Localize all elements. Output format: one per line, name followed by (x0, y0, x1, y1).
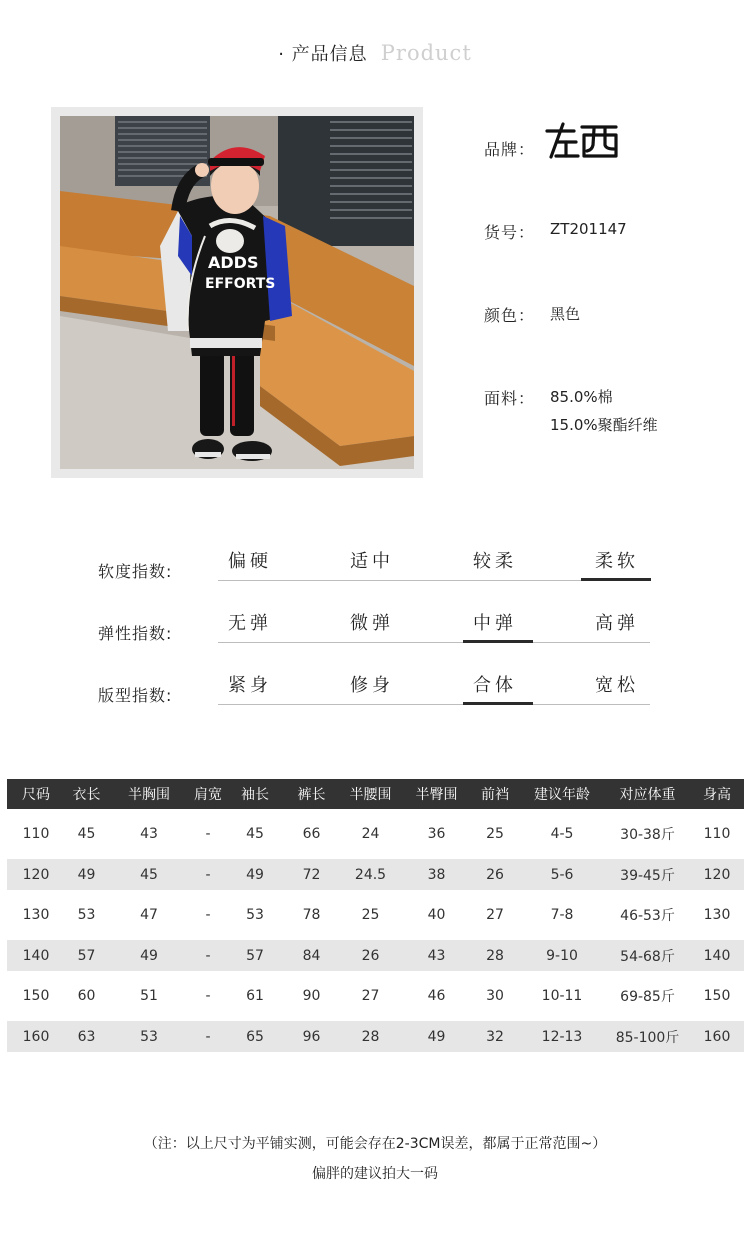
item-no-label: 货号： (484, 223, 536, 242)
softness-index (98, 547, 658, 587)
table-cell: 60 (77, 988, 96, 1004)
fabric-label: 面料： (484, 389, 536, 408)
table-cell: 53 (77, 907, 96, 923)
table-cell: 49 (108, 940, 190, 971)
scale-selected-bar (463, 702, 533, 705)
brand-logo (544, 121, 620, 165)
color-label: 颜色： (484, 306, 536, 325)
table-cell: 51 (140, 988, 158, 1004)
table-cell: 85-100斤 (605, 1021, 690, 1052)
item-no-value: ZT201147 (550, 220, 627, 238)
column-header: 半臀围 (402, 779, 471, 809)
table-cell: - (190, 859, 226, 890)
scale-option: 修身 (350, 675, 394, 696)
scale-option-selected: 合体 (473, 675, 517, 696)
section-title (0, 40, 750, 66)
table-cell: 130 (703, 907, 731, 923)
table-cell: 7-8 (550, 907, 574, 923)
fit-index-label: 版型指数: (98, 686, 173, 705)
scale-line (218, 642, 650, 643)
fabric-row (484, 386, 658, 434)
table-cell: 10-11 (541, 988, 583, 1004)
table-cell: 140 (7, 940, 65, 971)
size-table-header (7, 779, 744, 809)
table-cell: 5-6 (519, 859, 605, 890)
fit-index (98, 671, 658, 711)
table-cell: 45 (77, 826, 96, 842)
scale-option: 宽松 (595, 675, 639, 696)
scale-option: 高弹 (595, 613, 639, 634)
table-cell: 140 (690, 940, 744, 971)
column-header: 裤长 (284, 779, 339, 809)
table-cell: 46 (427, 988, 446, 1004)
table-cell: 110 (22, 826, 50, 842)
elasticity-index-label: 弹性指数: (98, 624, 173, 643)
table-cell: 39-45斤 (605, 859, 690, 890)
table-cell: 30-38斤 (620, 827, 675, 843)
table-cell: 45 (246, 826, 264, 842)
table-cell: 120 (690, 859, 744, 890)
table-cell: 53 (246, 907, 264, 923)
table-cell: - (190, 940, 226, 971)
table-cell: 49 (65, 859, 108, 890)
table-cell: 78 (302, 907, 321, 923)
table-cell: 43 (402, 940, 471, 971)
table-cell: 84 (284, 940, 339, 971)
table-cell: 4-5 (550, 826, 574, 842)
column-header: 袖长 (226, 779, 284, 809)
table-cell: 69-85斤 (620, 989, 675, 1005)
scale-option: 适中 (350, 551, 394, 572)
column-header: 身高 (690, 779, 744, 809)
table-cell: 120 (7, 859, 65, 890)
table-cell: 9-10 (519, 940, 605, 971)
table-cell: 38 (402, 859, 471, 890)
table-cell: 49 (402, 1021, 471, 1052)
table-cell: 96 (284, 1021, 339, 1052)
column-header: 对应体重 (605, 779, 690, 809)
fabric-line-1: 85.0%棉 (550, 388, 613, 406)
scale-option: 无弹 (228, 613, 272, 634)
table-cell: 63 (65, 1021, 108, 1052)
column-header: 半胸围 (108, 779, 190, 809)
table-row (7, 1021, 744, 1052)
table-cell: 24.5 (339, 859, 402, 890)
product-photo-frame (51, 107, 423, 478)
scale-selected-bar (581, 578, 651, 581)
table-cell: 27 (486, 907, 504, 923)
product-photo (60, 116, 414, 469)
table-cell: 150 (703, 988, 731, 1004)
table-row (7, 809, 744, 859)
table-cell: - (190, 1021, 226, 1052)
column-header: 肩宽 (190, 779, 226, 809)
table-cell: 53 (108, 1021, 190, 1052)
table-row (7, 859, 744, 890)
table-cell: 36 (427, 826, 446, 842)
section-title-cn: · 产品信息 (278, 44, 368, 65)
scale-option: 微弹 (350, 613, 394, 634)
color-value: 黑色 (550, 305, 581, 323)
table-row (7, 890, 744, 940)
table-cell: 57 (226, 940, 284, 971)
table-cell: 160 (690, 1021, 744, 1052)
column-header: 前裆 (471, 779, 519, 809)
table-cell: 45 (108, 859, 190, 890)
scale-option: 较柔 (473, 551, 517, 572)
section-title-en: Product (380, 41, 472, 65)
table-cell: 26 (471, 859, 519, 890)
table-cell: 130 (22, 907, 50, 923)
table-cell: 160 (7, 1021, 65, 1052)
brand-label: 品牌： (484, 140, 536, 159)
svg-text:EFFORTS: EFFORTS (205, 276, 276, 292)
table-cell: 40 (427, 907, 446, 923)
scale-option: 偏硬 (228, 551, 272, 572)
table-cell: 57 (65, 940, 108, 971)
table-row (7, 971, 744, 1021)
scale-option: 紧身 (228, 675, 272, 696)
table-cell: 150 (22, 988, 50, 1004)
table-cell: - (205, 988, 211, 1004)
table-cell: 28 (471, 940, 519, 971)
elasticity-index (98, 609, 658, 649)
brand-row (484, 137, 535, 160)
table-cell: 12-13 (519, 1021, 605, 1052)
table-cell: 110 (703, 826, 731, 842)
fabric-line-2: 15.0%聚酯纤维 (550, 416, 658, 434)
table-cell: 25 (361, 907, 380, 923)
scale-selected-bar (463, 640, 533, 643)
column-header: 衣长 (65, 779, 108, 809)
table-cell: 46-53斤 (620, 908, 675, 924)
column-header: 半腰围 (339, 779, 402, 809)
scale-option-selected: 柔软 (595, 551, 639, 572)
table-cell: 61 (246, 988, 264, 1004)
table-cell: 25 (486, 826, 504, 842)
table-cell: 49 (226, 859, 284, 890)
table-cell: 27 (361, 988, 380, 1004)
table-cell: 28 (339, 1021, 402, 1052)
scale-line (218, 704, 650, 705)
table-cell: - (205, 826, 211, 842)
table-cell: 24 (361, 826, 380, 842)
table-cell: 32 (471, 1021, 519, 1052)
table-cell: 72 (284, 859, 339, 890)
svg-text:ADDS: ADDS (208, 253, 259, 272)
column-header: 尺码 (7, 779, 65, 809)
table-cell: 47 (140, 907, 158, 923)
table-cell: - (205, 907, 211, 923)
column-header: 建议年龄 (519, 779, 605, 809)
measurement-note: （注：以上尺寸为平铺实测，可能会存在2-3CM误差，都属于正常范围~） (143, 1136, 607, 1152)
item-no-row (484, 220, 627, 243)
table-cell: 90 (302, 988, 321, 1004)
softness-index-label: 软度指数: (98, 562, 173, 581)
sizing-advice: 偏胖的建议拍大一码 (312, 1166, 438, 1182)
color-row (484, 303, 581, 326)
brand-logo-mark (544, 121, 620, 161)
table-cell: 26 (339, 940, 402, 971)
scale-option-selected: 中弹 (473, 613, 517, 634)
size-table (7, 779, 744, 1052)
table-cell: 54-68斤 (605, 940, 690, 971)
table-cell: 30 (486, 988, 504, 1004)
table-cell: 43 (140, 826, 158, 842)
table-cell: 66 (302, 826, 321, 842)
table-cell: 65 (226, 1021, 284, 1052)
table-row (7, 940, 744, 971)
